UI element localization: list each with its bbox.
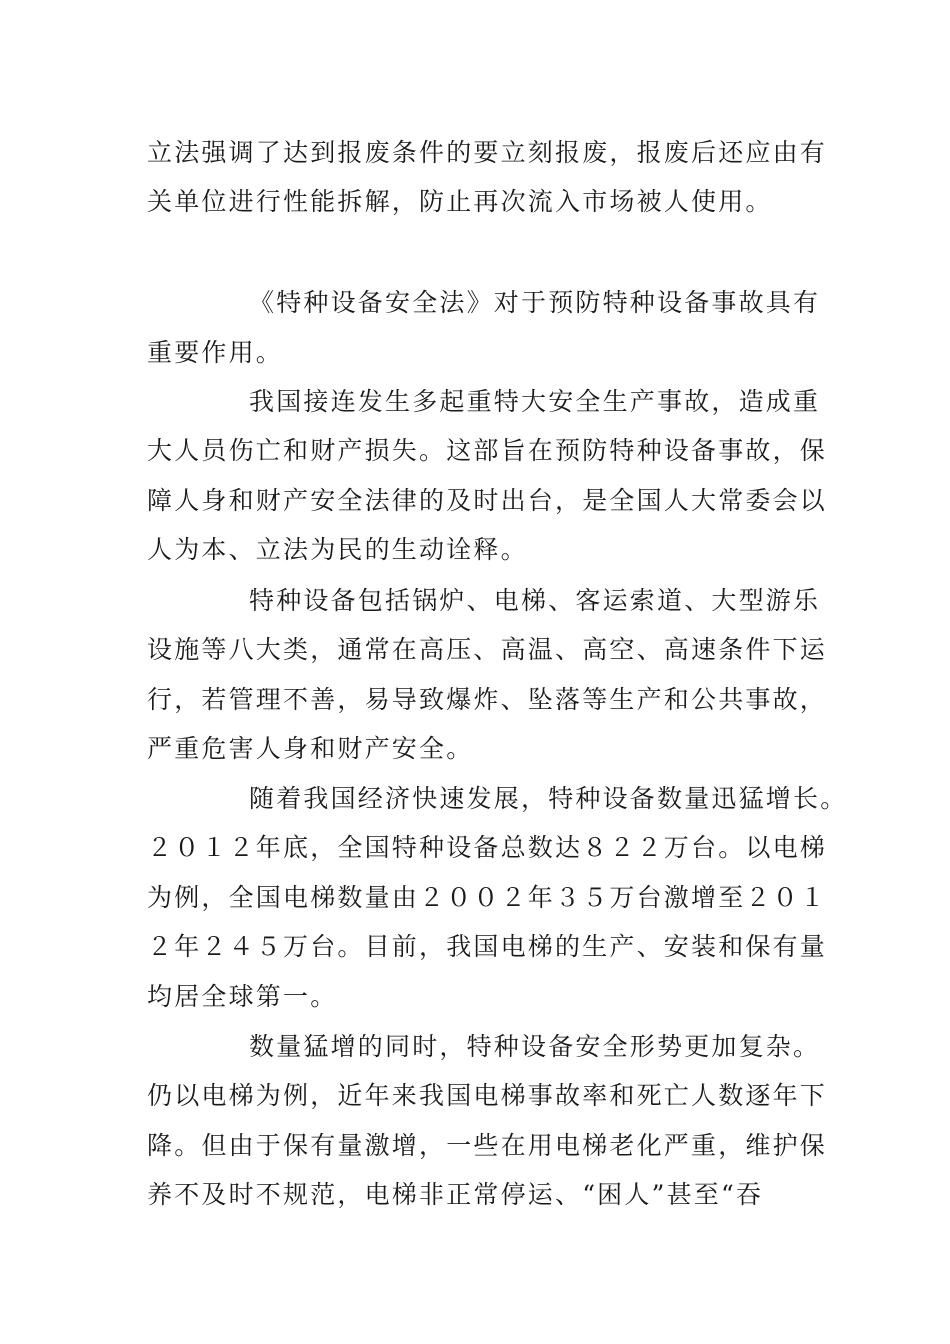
- paragraph-line: 降。但由于保有量激增，一些在用电梯老化严重，维护保: [147, 1131, 828, 1160]
- paragraph-line: 我国接连发生多起重特大安全生产事故，造成重: [249, 387, 821, 416]
- paragraph-line: 行，若管理不善，易导致爆炸、坠落等生产和公共事故，: [147, 685, 828, 714]
- paragraph-line: ２０１２年底，全国特种设备总数达８２２万台。以电梯: [147, 833, 828, 862]
- paragraph-line: 大人员伤亡和财产损失。这部旨在预防特种设备事故，保: [147, 436, 828, 465]
- paragraph-line: 仍以电梯为例，近年来我国电梯事故率和死亡人数逐年下: [147, 1081, 828, 1110]
- paragraph-line: 均居全球第一。: [147, 982, 338, 1011]
- paragraph-line: 人为本、立法为民的生动诠释。: [147, 535, 528, 564]
- paragraph-line: 障人身和财产安全法律的及时出台，是全国人大常委会以: [147, 486, 828, 515]
- paragraph-line: 养不及时不规范，电梯非正常停运、“困人”甚至“吞: [147, 1180, 764, 1209]
- paragraph-line: 《特种设备安全法》对于预防特种设备事故具有: [249, 288, 821, 317]
- paragraph-line: 严重危害人身和财产安全。: [147, 734, 474, 763]
- paragraph-line: 为例，全国电梯数量由２００２年３５万台激增至２０１: [147, 883, 828, 912]
- paragraph-line: 设施等八大类，通常在高压、高温、高空、高速条件下运: [147, 635, 828, 664]
- paragraph-line: 特种设备包括锅炉、电梯、客运索道、大型游乐: [249, 586, 821, 615]
- paragraph-line: 关单位进行性能拆解，防止再次流入市场被人使用。: [147, 187, 773, 216]
- paragraph-line: 数量猛增的同时，特种设备安全形势更加复杂。: [249, 1032, 821, 1061]
- paragraph-line: 立法强调了达到报废条件的要立刻报废，报废后还应由有: [147, 138, 828, 167]
- paragraph-line: ２年２４５万台。目前，我国电梯的生产、安装和保有量: [147, 932, 828, 961]
- paragraph-line: 重要作用。: [147, 338, 284, 367]
- paragraph-line: 随着我国经济快速发展，特种设备数量迅猛增长。: [249, 784, 848, 813]
